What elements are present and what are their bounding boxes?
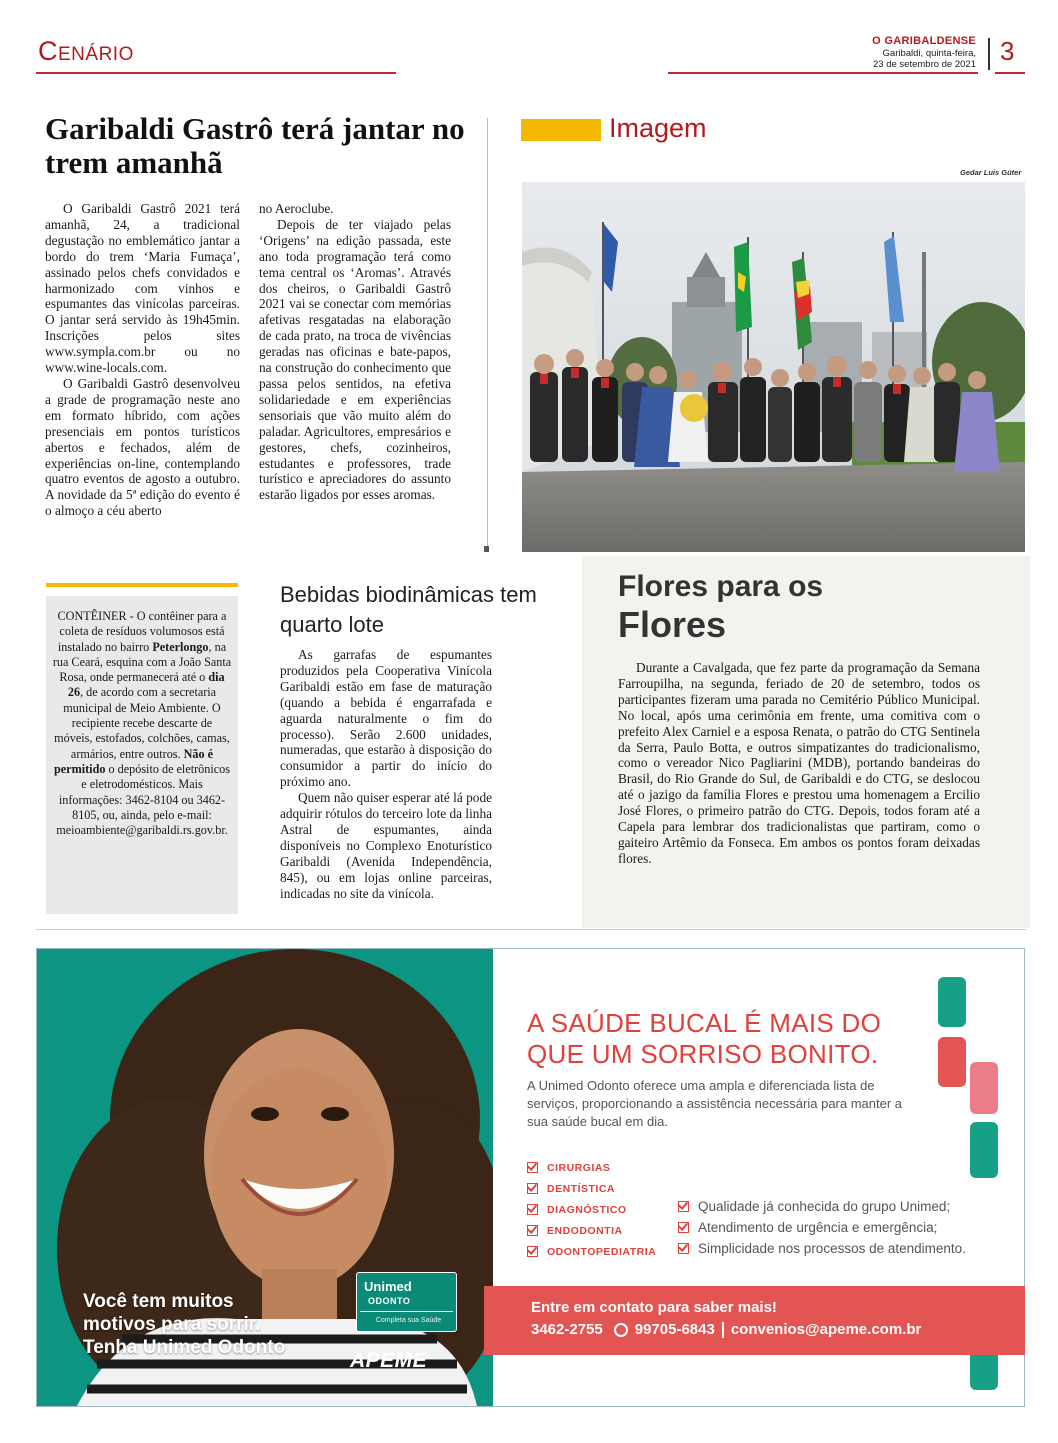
note-bold: dia 26 bbox=[67, 670, 225, 700]
note-text: , na rua Ceará, esquina com a João Santa Rosa, onde permanecerá até o bbox=[52, 639, 232, 685]
note-bold: Não é permitido bbox=[53, 746, 214, 776]
image-section-bar bbox=[521, 119, 601, 141]
service-item bbox=[527, 1241, 656, 1262]
unimed-logo-tagline: Completa sua Saúde bbox=[375, 1317, 442, 1324]
service-item bbox=[527, 1178, 656, 1199]
container-note-text bbox=[52, 609, 232, 838]
bebidas-headline: Bebidas biodinâmicas tem quarto lote bbox=[280, 582, 537, 637]
benefit-item bbox=[678, 1196, 966, 1217]
flores-headline bbox=[618, 568, 1018, 644]
header-rule-left bbox=[36, 72, 396, 74]
service-label: ODONTOPEDIATRIA bbox=[547, 1245, 657, 1258]
services-list bbox=[527, 1157, 656, 1262]
checkbox-icon bbox=[527, 1162, 538, 1173]
service-label: DIAGNÓSTICO bbox=[547, 1203, 627, 1216]
checkbox-icon bbox=[678, 1222, 689, 1233]
ad-slogan-line: Você tem muitos bbox=[83, 1291, 234, 1312]
page-number: 3 bbox=[1000, 36, 1015, 66]
benefit-label: Qualidade já conhecida do grupo Unimed; bbox=[698, 1199, 951, 1214]
unimed-logo-name: Unimed bbox=[364, 1279, 412, 1294]
lead-paragraph: O Garibaldi Gastrô 2021 terá amanhã, 24, a tradicional degustação no emblemático jantar a bordo do trem ‘Maria Fumaça’, assinado pelos chefs convidados e harmonizado com vinhos e espumantes das vinícolas parceiras. O jantar será servido às 19h45min. Inscrições pelos sites www.sympla.com.br ou no www.wine-locals.com. bbox=[45, 201, 240, 376]
benefit-label: Atendimento de urgência e emergência; bbox=[698, 1220, 938, 1235]
flores-headline-line2: Flores bbox=[618, 604, 727, 645]
benefit-label: Simplicidade nos processos de atendimento. bbox=[698, 1241, 966, 1256]
checkbox-icon bbox=[678, 1243, 689, 1254]
flores-headline-line1: Flores para os bbox=[618, 570, 824, 603]
ad-headline bbox=[527, 1008, 907, 1070]
tooth-shape-decoration bbox=[970, 1122, 998, 1178]
ad-headline-line: QUE UM SORRISO BONITO. bbox=[527, 1039, 879, 1069]
ad-slogan bbox=[83, 1290, 285, 1359]
header-rule-right bbox=[668, 72, 978, 74]
service-item bbox=[527, 1220, 656, 1241]
lead-column-1 bbox=[45, 201, 240, 519]
flores-body bbox=[618, 660, 980, 867]
note-text: - O contêiner para a coleta de resíduos volumosos está instalado no bairro bbox=[57, 609, 227, 654]
image-section-label: Imagem bbox=[609, 113, 707, 143]
note-text: , de acordo com a secretaria municipal de Meio Ambiente. O recipiente recebe descarte de móveis, estofados, colchões, camas, armários, entre outros. bbox=[54, 685, 230, 761]
column-end-mark bbox=[484, 546, 489, 552]
issue-date bbox=[873, 48, 976, 70]
issue-date-line1: Garibaldi, quinta-feira, bbox=[882, 48, 976, 59]
note-accent-bar bbox=[46, 583, 238, 587]
lead-paragraph: O Garibaldi Gastrô desenvolveu a grade de programação neste ano em formato híbrido, com ações presenciais em pontos turísticos abertos e fechados, além de experiências on-line, contemplando quatro eventos de agosto a outubro. A novidade da 5ª edição do evento é o almoço a céu aberto bbox=[45, 375, 240, 519]
ad-body-text: A Unimed Odonto oferece uma ampla e diferenciada lista de serviços, proporcionando a assistência necessária para manter a sua saúde bucal em dia. bbox=[527, 1078, 903, 1129]
contact-title: Entre em contato para saber mais! bbox=[531, 1299, 777, 1316]
unimed-logo-divider bbox=[360, 1311, 453, 1312]
ad-slogan-line: Tenha Unimed Odonto bbox=[83, 1337, 286, 1358]
lead-column-2 bbox=[259, 201, 451, 503]
service-label: ENDODONTIA bbox=[547, 1224, 623, 1237]
note-bold: Peterlongo bbox=[152, 639, 209, 654]
ad-separator bbox=[36, 929, 1026, 930]
tooth-shape-decoration bbox=[938, 1037, 966, 1087]
newspaper-name: O GARIBALDENSE bbox=[872, 35, 976, 47]
unimed-logo-odonto: ODONTO bbox=[368, 1296, 411, 1306]
apeme-logo: APEME bbox=[350, 1349, 428, 1372]
checkbox-icon bbox=[527, 1204, 538, 1215]
lead-headline: Garibaldi Gastrô terá jantar no trem amanhã bbox=[45, 111, 465, 180]
note-lead: CONTÊINER bbox=[57, 609, 127, 623]
issue-date-line2: 23 de setembro de 2021 bbox=[873, 59, 976, 70]
section-title: Cenário bbox=[38, 36, 134, 66]
page-number-separator bbox=[988, 38, 990, 70]
service-label: CIRURGIAS bbox=[547, 1161, 611, 1174]
service-item bbox=[527, 1157, 656, 1178]
service-label: DENTÍSTICA bbox=[547, 1182, 615, 1195]
lead-paragraph: Depois de ter viajado pelas ‘Origens’ na edição passada, este ano toda programação terá como tema central os ‘Aromas’. Através dos cheiros, o Garibaldi Gastrô 2021 vai se conectar com memórias afetivas resgatadas na elaboração de cada prato, na troca de vivências geradas nas oficinas e bate-papos, na construção do conhecimento que passa pelos sentidos, na efetiva solidariedade e em experiências sensoriais que vão muito além do paladar. Agricultores, empresários e gestores, chefs, cozinheiros, estudantes e professores, trade turístico e apreciadores do assunto estarão ligados por esses aromas. bbox=[259, 216, 451, 503]
benefit-item bbox=[678, 1217, 966, 1238]
checkbox-icon bbox=[527, 1246, 538, 1257]
cavalgada-photo bbox=[522, 182, 1025, 552]
checkbox-icon bbox=[527, 1183, 538, 1194]
bebidas-body bbox=[280, 647, 492, 902]
checkbox-icon bbox=[678, 1201, 689, 1212]
benefits-list bbox=[678, 1196, 966, 1259]
header-rule-end bbox=[995, 72, 1025, 74]
ad-slogan-line: motivos para sorrir. bbox=[83, 1314, 261, 1335]
benefit-item bbox=[678, 1238, 966, 1259]
note-text: o depósito de eletrônicos e eletrodomésticos. Mais informações: 3462-8104 ou 3462-8105, ou, ainda, pelo e-mail: meioambiente@garibaldi.rs.gov.br. bbox=[56, 761, 230, 838]
contact-phone[interactable]: 3462-2755 bbox=[531, 1321, 603, 1338]
bebidas-paragraph: As garrafas de espumantes produzidos pela Cooperativa Vinícola Garibaldi estão em fase de maturação (quando a bebida é engarrafada e aguarda naturalmente o fim do processo). Serão 2.600 unidades, numeradas, que estarão à disposição do consumidor a partir do início do próximo ano. bbox=[280, 647, 492, 790]
lead-continuation: no Aeroclube. bbox=[259, 201, 334, 216]
tooth-shape-decoration bbox=[970, 1062, 998, 1114]
whatsapp-icon bbox=[614, 1323, 628, 1337]
photo-credit: Gedar Luis Güter bbox=[960, 168, 1022, 177]
contact-line bbox=[531, 1321, 921, 1338]
bebidas-paragraph: Quem não quiser esperar até lá pode adquirir rótulos do terceiro lote da linha Astral de espumantes, ainda disponíveis no Complexo Enoturístico Garibaldi (Avenida Independência, 845), ou em lojas online parceiras, indicadas no site da vinícola. bbox=[280, 790, 492, 901]
contact-whatsapp[interactable]: 99705-6843 bbox=[634, 1321, 715, 1338]
flores-paragraph: Durante a Cavalgada, que fez parte da programação da Semana Farroupilha, na segunda, feriado de 20 de setembro, todos os participantes fizeram uma parada no Cemitério Público Municipal. No local, após uma cerimônia em frente, uma comitiva com o prefeito Alex Carniel e a esposa Renata, o patrão do CTG Sentinela da Serra, Paulo Botta, e outros simpatizantes do tradicionalismo, como o vereador Nico Pagliarini (MDB), portando bandeiras do Brasil, do Rio Grande do Sul, de Garibaldi e do CTG, se deslocou até o jazigo da família Flores e prestou uma homenagem a Ercilio José Flores, o primeiro patrão do CTG. Depois, todos foram até a Capela para lembrar dos tradicionalistas que partiram, como o gaiteiro Artêmio da Fonseca. Em ambos os pontos foram deixadas flores. bbox=[618, 660, 980, 866]
service-item bbox=[527, 1199, 656, 1220]
tooth-shape-decoration bbox=[938, 977, 966, 1027]
contact-email[interactable]: convenios@apeme.com.br bbox=[730, 1321, 922, 1338]
checkbox-icon bbox=[527, 1225, 538, 1236]
column-divider bbox=[487, 118, 488, 552]
contact-separator bbox=[722, 1322, 724, 1338]
ad-headline-line: A SAÚDE BUCAL É MAIS DO bbox=[527, 1008, 882, 1038]
